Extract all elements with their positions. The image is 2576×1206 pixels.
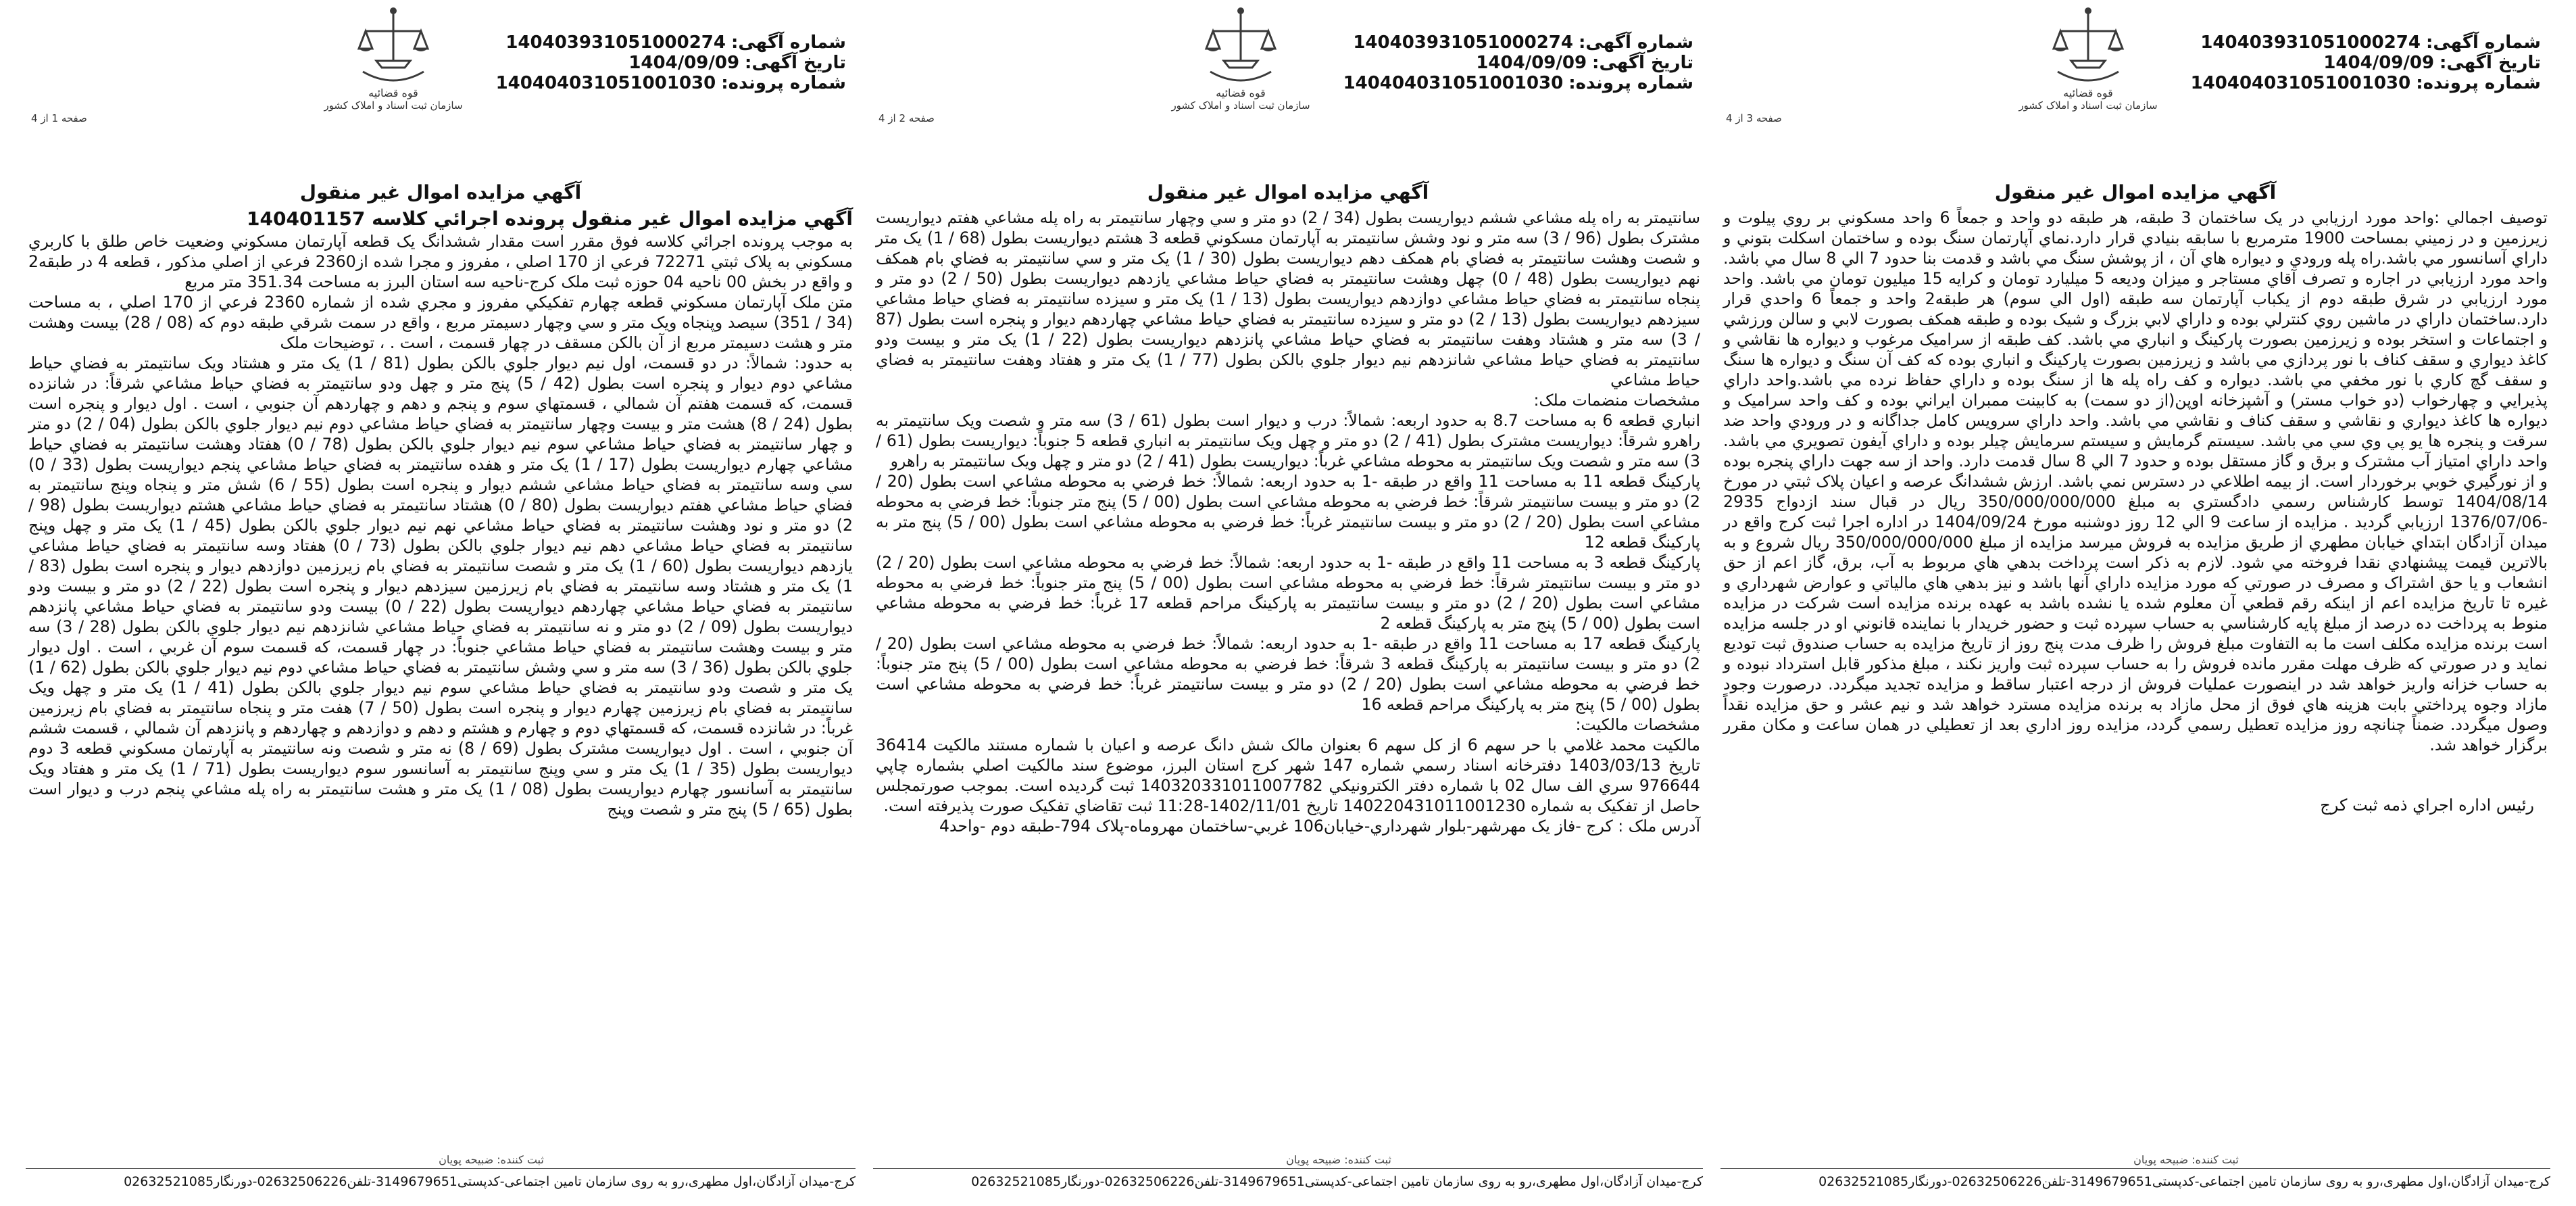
file-number: 140404031051001030 <box>1343 73 1564 93</box>
emblem-caption: قوه قضائیه <box>368 87 418 99</box>
notice-date: 1404/09/09 <box>628 53 740 73</box>
judiciary-emblem <box>1153 4 1329 112</box>
judiciary-emblem <box>2000 4 2176 112</box>
notice-date-label: تاریخ آگهی: <box>745 53 846 73</box>
page-header <box>869 0 1707 142</box>
notice-number: 140403931051000274 <box>2200 32 2421 53</box>
emblem-org: سازمان ثبت اسناد و املاک کشور <box>324 99 463 112</box>
notice-date: 1404/09/09 <box>2323 53 2435 73</box>
notice-meta <box>496 32 846 93</box>
notice-page-2 <box>869 0 1707 1206</box>
notice-number-label: شماره آگهی: <box>2425 32 2541 53</box>
notice-number: 140403931051000274 <box>505 32 726 53</box>
page-number: صفحه 1 از 4 <box>31 112 87 124</box>
page-footer <box>22 1153 860 1189</box>
footer-address: کرج-میدان آزادگان،اول مطهری،رو به روی سازمان تامین اجتماعی-کدپستی3149679651-تلفن02632506226-دورنگار02632521085 <box>873 1168 1703 1189</box>
file-number-label: شماره پرونده: <box>1568 73 1693 93</box>
notice-title: آگهي مزايده اموال غير منقول <box>1994 181 2277 203</box>
notice-page-1 <box>22 0 860 1206</box>
body-paragraph: پارکينگ قطعه 3 به مساحت 11 واقع در طبقه -1 به حدود اربعه: شمالاً: خط فرضي به محوطه مشاعي است بطول (20 / 2) دو متر و بيست سانتيمتر شرقاً: خط فرضي به محوطه مشاعي است بطول (00 / 5) پنج متر جنوباً: خط فرضي به محوطه مشاعي است بطول (20 / 2) دو متر و بيست سانتيمتر به پارکينگ مراحم قطعه 17 غرباً: خط فرضي به محوطه مشاعي است بطول (00 / 5) پنج متر به پارکينگ قطعه 2 <box>876 553 1701 633</box>
body-paragraph: پارکينگ قطعه 17 به مساحت 11 واقع در طبقه -1 به حدود اربعه: شمالاً: خط فرضي به محوطه مشاعي است بطول (20 / 2) دو متر و بيست سانتيمتر به پارکينگ قطعه 3 شرقاً: خط فرضي به محوطه مشاعي است بطول (00 / 5) پنج متر جنوباً: خط فرضي به محوطه مشاعي است بطول (20 / 2) دو متر و بيست سانتيمتر غرباً: خط فرضي به محوطه مشاعي است بطول (00 / 5) پنج متر به پارکينگ مراحم قطعه 16 <box>876 634 1701 714</box>
recorder: ثبت کننده: ضبیحه پویان <box>2133 1153 2239 1166</box>
notice-date-label: تاریخ آگهی: <box>1592 53 1693 73</box>
body-paragraph: پارکينگ قطعه 11 به مساحت 11 واقع در طبقه -1 به حدود اربعه: شمالاً: خط فرضي به محوطه مشاعي است بطول (20 / 2) دو متر و بيست سانتيمتر شرقاً: خط فرضي به محوطه مشاعي است بطول (00 / 5) پنج متر جنوباً: خط فرضي به محوطه مشاعي است بطول (20 / 2) دو متر و بيست سانتيمتر غرباً: خط فرضي به محوطه مشاعي است بطول (00 / 5) پنج متر به پارکينگ قطعه 12 <box>876 472 1701 552</box>
scales-of-justice-icon <box>2051 4 2125 85</box>
footer-address: کرج-میدان آزادگان،اول مطهری،رو به روی سازمان تامین اجتماعی-کدپستی3149679651-تلفن02632506226-دورنگار02632521085 <box>1720 1168 2550 1189</box>
page-number: صفحه 2 از 4 <box>878 112 935 124</box>
notice-body <box>28 231 853 819</box>
file-number: 140404031051001030 <box>2190 73 2411 93</box>
page-header <box>22 0 860 142</box>
signature: رئيس اداره اجراي ذمه ثبت کرج <box>2320 796 2534 815</box>
body-paragraph: انباري قطعه 6 به مساحت 8.7 به حدود اربعه: شمالاً: درب و ديوار است بطول (61 / 3) سه متر و شصت ويک سانتيمتر به راهرو شرقاً: ديواريست مشترک بطول (41 / 2) دو متر و چهل ويک سانتيمتر به انباري قطعه 5 جنوباً: ديواريست بطول (61 / 3) سه متر و شصت ويک سانتيمتر به محوطه مشاعي غرباً: ديواريست بطول (41 / 2) دو متر و چهل ويک سانتيمتر به راهرو <box>876 411 1701 471</box>
notice-title: آگهي مزايده اموال غير منقول <box>299 181 582 203</box>
file-number: 140404031051001030 <box>495 73 716 93</box>
file-number-label: شماره پرونده: <box>721 73 846 93</box>
body-paragraph: به موجب پرونده اجرائي کلاسه فوق مقرر است مقدار ششدانگ يک قطعه آپارتمان مسکوني وضعيت خاص طلق با کاربري مسکوني به پلاک ثبتي 72271 فرعي از 170 اصلي ، مفروز و مجرا شده از2360 فرعي از اصلي مذکور ، قطعه 4 در طبقه2 و واقع در بخش 00 ناحيه 04 حوزه ثبت ملک کرج-ناحيه سه استان البرز به مساحت 351.34 متر مربع <box>28 232 853 291</box>
notice-body <box>876 208 1700 836</box>
page-footer <box>869 1153 1707 1189</box>
notice-date: 1404/09/09 <box>1476 53 1587 73</box>
emblem-caption: قوه قضائیه <box>1216 87 1266 99</box>
notice-date-label: تاریخ آگهی: <box>2439 53 2541 73</box>
emblem-org: سازمان ثبت اسناد و املاک کشور <box>1171 99 1310 112</box>
notice-number-label: شماره آگهی: <box>1578 32 1693 53</box>
body-paragraph: مشخصات مالکيت: <box>1575 715 1700 734</box>
page-number: صفحه 3 از 4 <box>1726 112 1782 124</box>
body-paragraph: توصيف اجمالي :واحد مورد ارزيابي در يک ساختمان 3 طبقه، هر طبقه دو واحد و جمعاً 6 واحد مسکوني بر روي پيلوت و زيرزمين و در زميني بمساحت 1900 مترمربع با سابقه بنيادي قرار دارد.نماي آپارتمان سنگ بوده و ساختمان اسکلت بتوني و داراي آسانسور مي باشد.راه پله ورودي و ديواره هاي آن ، از پوشش سنگ مي باشد و قدمت بنا حدود 7 الي 8 سال مي باشد. واحد مورد ارزيابي در اجاره و تصرف آقاي مستاجر و ميزان وديعه 5 ميليارد تومان و کرايه 15 ميليون تومان مي باشد. واحد مورد ارزيابي در شرق طبقه دوم از يکباب آپارتمان سه طبقه (اول الي سوم) هر طبقه2 واحد و جمعاً 6 واحدي قرار دارد.ساختمان داراي در ماشين روي کنترلي بوده و داراي لابي بزرگ و شيک بوده و طبقه همکف بصورت لابي و سالن ورزشي و اجتماعات و استخر بوده و زيرزمين بصورت پارکينگ و انباري مي باشد. کف طبقه از سراميک مرغوب و ديواره ها نقاشي و کاغذ ديواري و سقف کناف با نور پردازي مي باشد و زيرزمين بصورت پارکينگ و انباري بوده که کف آن سنگ و ديواره ها سنگ و سقف گچ کاري با نور مخفي مي باشد. ديواره و کف راه پله ها از سنگ بوده و داراي حفاظ نرده مي باشد.واحد داراي پذيرايي و چهارخواب (دو خواب مستر) و آشپزخانه اوپن(از دو سمت) به کابينت ممبران ايراني بوده و کف واحد سراميک و ديواره ها کاغذ ديواري و نقاشي و سقف کناف و نقاشي مي باشد. واحد داراي سرويس کامل جداگانه و در ورودي واحد ضد سرقت و پنجره ها يو پي وي سي مي باشد. سيستم گرمايش و سيستم سرمايش چيلر بوده و داراي آيفون تصويري مي باشد. واحد داراي امتياز آب مشترک و برق و گاز مستقل بوده و حدود 7 الي 8 سال قدمت دارد. واحد از سه جهت داراي پنجره بوده و از نورگيري خوبي برخوردار است. از بيمه اطلاعي در دسترس نمي باشد. ارزش ششدانگ عرصه و اعيان پلاک ثبتي در مورخ 1404/08/14 توسط کارشناس رسمي دادگستري به مبلغ 350/000/000/000 ريال در قبال سند ازدواج 2935 -1376/07/06 ارزيابي گرديد . مزايده از ساعت 9 الي 12 روز دوشنبه مورخ 1404/09/24 در اداره اجرا ثبت کرج واقع در ميدان آزادگان ابتداي خيابان مطهري از طريق مزايده به فروش ميرسد مزايده از مبلغ 350/000/000/000 ريال شروع و به بالاترين قيمت پيشنهادي نقدا فروخته مي شود. لازم به ذکر است پرداخت بدهي هاي مربوط به آب، برق، گاز اعم از حق انشعاب و يا حق اشتراک و مصرف در صورتي که مورد مزايده داراي آنها باشد و نيز بدهي هاي مالياتي و عوارض شهرداري و غيره تا تاريخ مزايده اعم از اينکه رقم قطعي آن معلوم شده يا نشده باشد به عهده برنده مزايده است شرکت در مزايده منوط به پرداخت ده درصد از مبلغ پايه کارشناسي به حساب سپرده ثبت و حضور خريدار با نماينده قانوني او در جلسه مزايده است برنده مزايده مکلف است ما به التفاوت مبلغ فروش را ظرف مدت پنج روز از تاريخ مزايده به حساب صندوق ثبت توديع نمايد و در صورتي که ظرف مهلت مقرر مانده فروش را به حساب سپرده ثبت واريز نکند ، مبلغ مذکور قابل استرداد نبوده و به حساب خزانه واريز خواهد شد در اينصورت عمليات فروش از درجه اعتبار ساقط و مزايده تجديد ميگردد. درصورت وجود مازاد وجوه پرداختي بابت هزينه هاي فوق از محل مازاد به برنده مزايده مسترد خواهد شد و نيم عشر و حق مزايده نقداً وصول ميگردد. ضمناً چنانچه روز مزايده تعطيل رسمي گردد، مزايده روز اداري بعد از تعطيلي در همان ساعت و مکان مقرر برگزار خواهد شد. <box>1723 208 2548 754</box>
notice-title: آگهي مزايده اموال غير منقول <box>1147 181 1429 203</box>
judiciary-emblem <box>305 4 481 112</box>
body-paragraph: مشخصات منضمات ملک: <box>1533 391 1700 410</box>
body-paragraph: مالکيت محمد غلامي با حر سهم 6 از کل سهم 6 بعنوان مالک شش دانگ عرصه و اعيان با شماره مستند مالکيت 36414 تاريخ 1403/03/13 دفترخانه اسناد رسمي شماره 147 شهر کرج استان البرز، موضوع سند مالکيت اصلي بشماره چاپي 976644 سري الف سال 02 با شماره دفتر الکترونيکي 140320331011007782 ثبت گرديده است. بموجب صورتمجلس حاصل از تفکيک به شماره 140220431011001230 تاريخ 1402/11/01-11:28 ثبت تقاضاي تفکيک صورت پذيرفته است. <box>876 735 1701 815</box>
emblem-org: سازمان ثبت اسناد و املاک کشور <box>2018 99 2158 112</box>
scales-of-justice-icon <box>356 4 430 85</box>
recorder: ثبت کننده: ضبیحه پویان <box>439 1153 544 1166</box>
body-paragraph: آدرس ملک : کرج -فاز يک مهرشهر-بلوار شهرداري-خيابان106 غربي-ساختمان مهروماه-پلاک 794-طبقه دوم -واحد4 <box>939 817 1700 836</box>
page-footer <box>1716 1153 2554 1189</box>
notice-page-3 <box>1716 0 2554 1206</box>
body-paragraph: سانتيمتر به راه پله مشاعي ششم ديواريست بطول (34 / 2) دو متر و سي وچهار سانتيمتر به راه پله مشاعي هفتم ديواريست مشترک بطول (96 / 3) سه متر و نود وشش سانتيمتر به آپارتمان مسکوني قطعه 3 هشتم ديواريست بطول (68 / 1) يک متر و شصت وهشت سانتيمتر به فضاي بام همکف دهم ديواريست بطول (30 / 1) يک متر و سي سانتيمتر به فضاي بام همکف نهم ديواريست بطول (48 / 0) چهل وهشت سانتيمتر به فضاي حياط مشاعي يازدهم ديواريست بطول (50 / 2) دو متر و پنجاه سانتيمتر به فضاي حياط مشاعي دوازدهم ديواريست بطول (13 / 1) يک متر و سيزده سانتيمتر به فضاي حياط مشاعي سيزدهم ديواريست بطول (13 / 2) دو متر و سيزده سانتيمتر به فضاي حياط مشاعي چهاردهم ديوار و پنجره است بطول (87 / 3) سه متر و هشتاد وهفت سانتيمتر به فضاي حياط مشاعي پانزدهم ديواريست بطول (22 / 1) يک متر و بيست ودو سانتيمتر به فضاي حياط مشاعي شانزدهم نيم ديوار جلوي بالکن بطول (77 / 1) يک متر و هفتاد وهفت سانتيمتر به فضاي حياط مشاعي <box>876 208 1701 389</box>
scales-of-justice-icon <box>1204 4 1278 85</box>
footer-address: کرج-میدان آزادگان،اول مطهری،رو به روی سازمان تامین اجتماعی-کدپستی3149679651-تلفن02632506226-دورنگار02632521085 <box>26 1168 856 1189</box>
recorder: ثبت کننده: ضبیحه پویان <box>1286 1153 1391 1166</box>
notice-meta <box>2191 32 2541 93</box>
notice-number: 140403931051000274 <box>1353 32 1573 53</box>
emblem-caption: قوه قضائیه <box>2063 87 2113 99</box>
case-subtitle: آگهي مزايده اموال غير منقول پرونده اجرائي کلاسه 140401157 <box>247 208 853 230</box>
body-paragraph: متن ملک آپارتمان مسکوني قطعه چهارم تفکيکي مفروز و مجري شده از شماره 2360 فرعي از 170 اصلي ، به مساحت (34 / 351) سيصد وپنجاه ويک متر و سي وچهار دسيمتر مربع ، واقع در سمت شرقي طبقه دوم که (08 / 28) بيست وهشت متر و هشت دسيمتر مربع از آن بالکن مسقف در چهار قسمت ، است . ، توضيحات ملک <box>28 293 853 352</box>
body-paragraph: به حدود: شمالاً: در دو قسمت، اول نيم ديوار جلوي بالکن بطول (81 / 1) يک متر و هشتاد ويک سانتيمتر به فضاي حياط مشاعي دوم ديوار و پنجره است بطول (42 / 5) پنج متر و چهل ودو سانتيمتر به فضاي حياط مشاعي شرقاً: در شانزده قسمت، که قسمت هفتم آن شمالي ، قسمتهاي سوم و پنجم و دهم و چهاردهم آن جنوبي ، است . اول ديوار و پنجره است بطول (24 / 8) هشت متر و بيست وچهار سانتيمتر به فضاي حياط مشاعي دوم نيم ديوار جلوي بالکن بطول (04 / 2) دو متر و چهار سانتيمتر به فضاي حياط مشاعي سوم نيم ديوار جلوي بالکن بطول (78 / 0) هفتاد وهشت سانتيمتر به فضاي حياط مشاعي چهارم ديواريست بطول (17 / 1) يک متر و هفده سانتيمتر به فضاي حياط مشاعي پنجم ديواريست بطول (33 / 0) سي وسه سانتيمتر به فضاي حياط مشاعي ششم ديوار و پنجره است بطول (55 / 6) شش متر و پنجاه وپنج سانتيمتر به فضاي حياط مشاعي هفتم ديواريست بطول (80 / 0) هشتاد سانتيمتر به فضاي حياط مشاعي هشتم ديواريست بطول (98 / 2) دو متر و نود وهشت سانتيمتر به فضاي حياط مشاعي نهم نيم ديوار جلوي بالکن بطول (45 / 1) يک متر و چهل وپنج سانتيمتر به فضاي حياط مشاعي دهم نيم ديوار جلوي بالکن بطول (73 / 0) هفتاد وسه سانتيمتر به فضاي حياط مشاعي يازدهم ديواريست بطول (60 / 1) يک متر و شصت سانتيمتر به فضاي بام زيرزمين دوازدهم ديوار و پنجره است بطول (83 / 1) يک متر و هشتاد وسه سانتيمتر به فضاي بام زيرزمين سيزدهم ديوار و پنجره است بطول (22 / 2) دو متر و بيست ودو سانتيمتر به فضاي حياط مشاعي چهاردهم ديواريست بطول (22 / 0) بيست ودو سانتيمتر به فضاي حياط مشاعي پانزدهم ديواريست بطول (09 / 2) دو متر و نه سانتيمتر به فضاي حياط مشاعي شانزدهم نيم ديوار جلوي بالکن بطول (28 / 3) سه متر و بيست وهشت سانتيمتر به فضاي حياط مشاعي جنوباً: در چهار قسمت، که قسمت سوم آن غربي ، است . اول ديوار جلوي بالکن بطول (36 / 3) سه متر و سي وشش سانتيمتر به فضاي حياط مشاعي دوم نيم ديوار جلوي بالکن بطول (62 / 1) يک متر و شصت ودو سانتيمتر به فضاي حياط مشاعي سوم نيم ديوار جلوي بالکن بطول (41 / 1) يک متر و چهل ويک سانتيمتر به فضاي بام زيرزمين چهارم ديوار و پنجره است بطول (50 / 7) هفت متر و پنجاه سانتيمتر به فضاي بام زيرزمين غرباً: در شانزده قسمت، که قسمتهاي دوم و چهارم و هشتم و دهم و دوازدهم و چهاردهم و پانزدهم آن شمالي ، قسمت ششم آن جنوبي ، است . اول ديواريست مشترک بطول (69 / 8) نه متر و شصت ونه سانتيمتر به آپارتمان مسکوني قطعه 3 دوم ديواريست بطول (35 / 1) يک متر و سي وپنج سانتيمتر به آسانسور سوم ديواريست بطول (71 / 1) يک متر و هفتاد ويک سانتيمتر به آسانسور چهارم ديواريست بطول (08 / 1) يک متر و هشت سانتيمتر به راه پله مشاعي پنجم درب و ديوار است بطول (65 / 5) پنج متر و شصت وپنج <box>28 354 853 819</box>
notice-number-label: شماره آگهی: <box>730 32 846 53</box>
notice-meta <box>1343 32 1693 93</box>
page-header <box>1716 0 2554 142</box>
notice-body <box>1723 208 2548 755</box>
file-number-label: شماره پرونده: <box>2416 73 2541 93</box>
